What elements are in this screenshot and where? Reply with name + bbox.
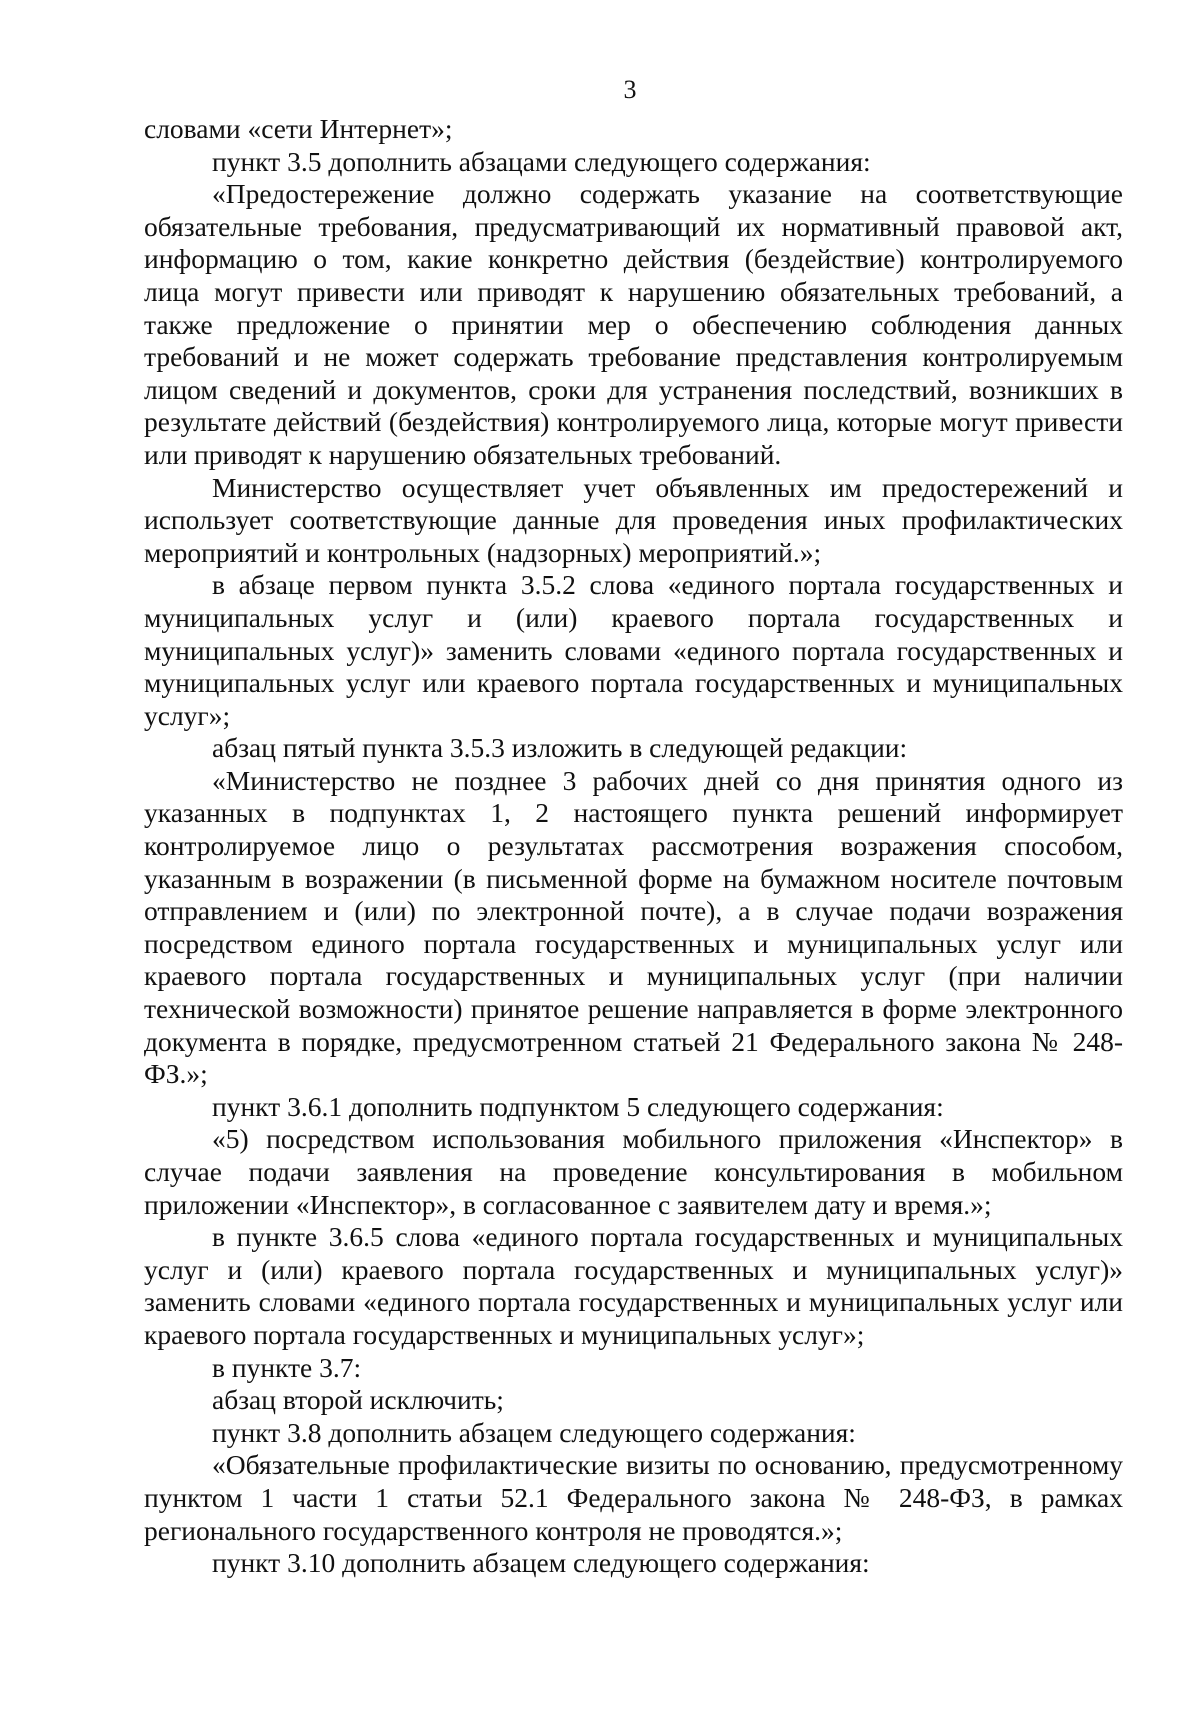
paragraph-amendment-3-10: пункт 3.10 дополнить абзацем следующего содержания:: [212, 1547, 870, 1579]
document-body: [144, 113, 1123, 1580]
paragraph-amendment-3-5-2: в абзаце первом пункта 3.5.2 слова «единого портала государственных и муниципальных услуг и (или) краевого портала государственных и муниципальных услуг)» заменить словами «единого портала государственных и муниципальных услуг или краевого портала государственных и муниципальных услуг»;: [144, 569, 1123, 731]
page-number: 3: [623, 75, 637, 104]
paragraph-amendment-3-6-1: пункт 3.6.1 дополнить подпунктом 5 следующего содержания:: [212, 1090, 944, 1122]
paragraph-ministry-informs: «Министерство не позднее 3 рабочих дней со дня принятия одного из указанных в подпунктах 1, 2 настоящего пункта решений информирует контролируемое лицо о результатах рассмотрения возражения способом, указанным в возражении (в письменной форме на бумажном носителе почтовым отправлением и (или) по электронной почте), а в случае подачи возражения посредством единого портала государственных и муниципальных услуг или краевого портала государственных и муниципальных услуг (при наличии технической возможности) принятое решение направляется в форме электронного документа в порядке, предусмотренном статьей 21 Федерального закона № 248-ФЗ.»;: [144, 764, 1123, 1090]
paragraph-clause-3-7: в пункте 3.7:: [212, 1351, 362, 1383]
paragraph-mandatory-visits: «Обязательные профилактические визиты по основанию, предусмотренному пунктом 1 части 1 статьи 52.1 Федерального закона № 248-ФЗ, в рамках регионального государственного контроля не проводятся.»;: [144, 1449, 1123, 1546]
paragraph-amendment-3-5-3: абзац пятый пункта 3.5.3 изложить в следующей редакции:: [212, 732, 908, 764]
paragraph-warning-content: «Предостережение должно содержать указание на соответствующие обязательные требования, предусматривающий их нормативный правовой акт, информацию о том, какие конкретно действия (бездействие) контролируемого лица могут привести или приводят к нарушению обязательных требований, а также предложение о принятии мер о обеспечению соблюдения данных требований и не может содержать требование представления контролируемым лицом сведений и документов, сроки для устранения последствий, возникших в результате действий (бездействия) контролируемого лица, которые могут привести или приводят к нарушению обязательных требований.: [144, 178, 1123, 470]
paragraph-amendment-3-6-5: в пункте 3.6.5 слова «единого портала государственных и муниципальных услуг и (или) краевого портала государственных и муниципальных услуг)» заменить словами «единого портала государственных и муниципальных услуг или краевого портала государственных и муниципальных услуг»;: [144, 1221, 1123, 1350]
paragraph-ministry-records: Министерство осуществляет учет объявленных им предостережений и использует соответствующие данные для проведения иных профилактических мероприятий и контрольных (надзорных) мероприятий.»;: [144, 471, 1123, 568]
paragraph-amendment-3-5: пункт 3.5 дополнить абзацами следующего содержания:: [212, 145, 871, 177]
paragraph-mobile-app: «5) посредством использования мобильного приложения «Инспектор» в случае подачи заявления на проведение консультирования в мобильном приложении «Инспектор», в согласованное с заявителем дату и время.»;: [144, 1123, 1123, 1220]
paragraph-exclude-second: абзац второй исключить;: [212, 1384, 504, 1416]
paragraph-continuation: словами «сети Интернет»;: [144, 113, 453, 144]
paragraph-amendment-3-8: пункт 3.8 дополнить абзацем следующего содержания:: [212, 1416, 856, 1448]
